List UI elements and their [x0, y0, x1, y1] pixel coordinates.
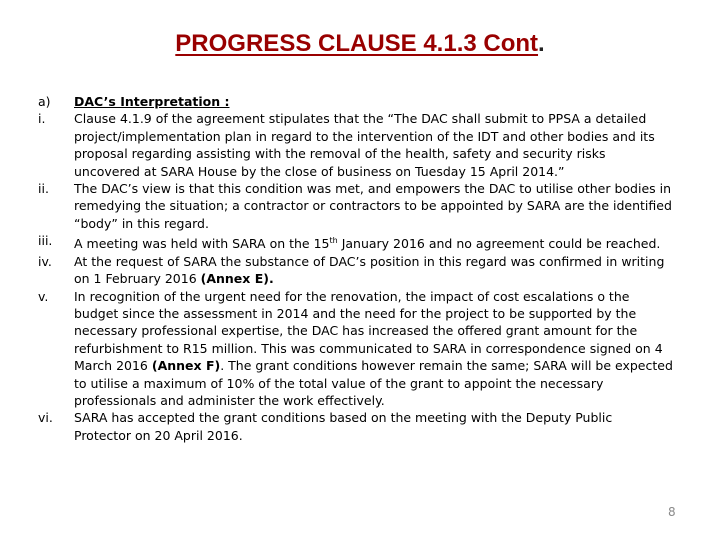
- list-item-text: SARA has accepted the grant conditions based on the meeting with the Deputy Public Protector on 20 April 2016.: [74, 410, 613, 443]
- list-item: [38, 288, 673, 410]
- list-item-text-part: January 2016 and no agreement could be reached.: [337, 236, 661, 252]
- list-item: [38, 110, 673, 180]
- section-marker: a): [38, 94, 51, 109]
- list-item-marker: vi.: [38, 410, 53, 426]
- list-item-marker: iv.: [38, 253, 52, 269]
- list-item-text-part: At the request of SARA the substance of DAC’s position in this regard was confirmed in writing on 1 February 2016: [74, 253, 665, 287]
- slide-title-text: PROGRESS CLAUSE 4.1.3 Cont: [175, 30, 539, 57]
- page-number: 8: [668, 505, 676, 519]
- annex-reference: (Annex F): [151, 358, 221, 374]
- list-item-text: [74, 253, 673, 288]
- list-item-marker: i.: [38, 111, 46, 127]
- section-heading: DAC’s Interpretation :: [74, 94, 230, 109]
- list-item-text-part: In recognition of the urgent need for the renovation, the impact of cost escalations o the budget since the assessment in 2014 and the need for the project to be supported by the necessary professional expertise, the DAC has increased the offered grant amount for the refurbishment to R15 million. This was communicated to SARA in correspondence signed on 4 March 2016: [74, 288, 663, 374]
- list-item-text-part: A meeting was held with SARA on the 15: [74, 236, 330, 252]
- list-item-marker: v.: [38, 288, 49, 304]
- list-item-text: [74, 288, 673, 410]
- list-item: [38, 232, 673, 253]
- slide-title: [0, 30, 720, 58]
- list-item-marker: ii.: [38, 181, 49, 197]
- list-item: [38, 253, 673, 288]
- slide-title-period: .: [538, 30, 545, 57]
- annex-reference: (Annex E).: [200, 271, 274, 287]
- section-heading-row: [38, 93, 673, 110]
- list-item-text: The DAC’s view is that this condition was met, and empowers the DAC to utilise other bodies in remedying the situation; a contractor or contractors to be appointed by SARA are the identified “body” in this regard.: [74, 181, 672, 231]
- list-item-text: Clause 4.1.9 of the agreement stipulates that the “The DAC shall submit to PPSA a detailed project/implementation plan in regard to the intervention of the IDT and other bodies and its proposal regarding assisting with the removal of the health, safety and security risks uncovered at SARA House by the close of business on Tuesday 15 April 2014.”: [74, 111, 655, 179]
- ordinal-superscript: th: [329, 236, 338, 246]
- list-item: [38, 180, 673, 232]
- list-item-text-part: . The grant conditions however remain the same; SARA will be expected to utilise a maximum of 10% of the total value of the grant to appoint the necessary professionals and administer the work effectively.: [74, 358, 673, 409]
- list-item-marker: iii.: [38, 233, 53, 249]
- list-item-text: [74, 232, 673, 253]
- list-item: [38, 409, 673, 444]
- content-list: [38, 93, 673, 444]
